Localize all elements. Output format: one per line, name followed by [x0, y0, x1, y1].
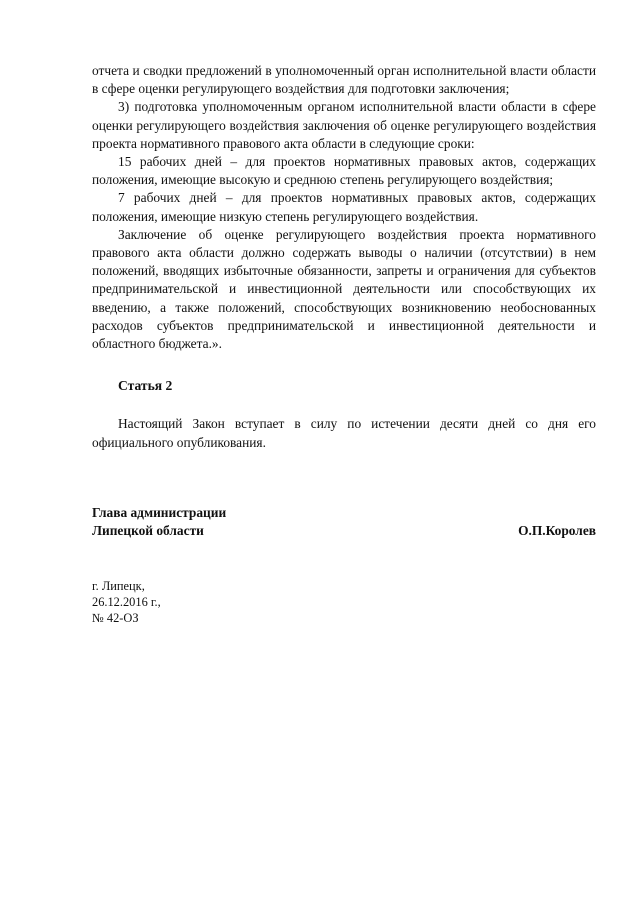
signatory-position: [92, 504, 226, 540]
paragraph-item-3: 3) подготовка уполномоченным органом исполнительной власти области в сфере оценки регулирующего воздействия заключения об оценке регулирующего воздействия проекта нормативного правового акта области в следующие сроки:: [92, 99, 596, 151]
footer-date: 26.12.2016 г.,: [92, 594, 161, 609]
paragraph-deadline-15-days: 15 рабочих дней – для проектов нормативных правовых актов, содержащих положения, имеющие высокую и среднюю степень регулирующего воздействия;: [92, 154, 596, 188]
article-2-heading: Статья 2: [118, 378, 173, 394]
paragraph-deadline-7-days: 7 рабочих дней – для проектов нормативных правовых актов, содержащих положения, имеющие низкую степень регулирующего воздействия.: [92, 190, 596, 224]
signatory-position-line1: Глава администрации: [92, 504, 227, 520]
document-footer: [92, 578, 596, 626]
signatory-position-line2: Липецкой области: [92, 522, 204, 538]
signature-block: [92, 504, 596, 544]
paragraph-conclusion: Заключение об оценке регулирующего воздействия проекта нормативного правового акта области должно содержать выводы о наличии (отсутствии) в нем положений, вводящих избыточные обязанности, запреты и ограничения для субъектов предпринимательской и инвестиционной деятельности или способствующих их введению, а также положений, способствующих возникновению необоснованных расходов субъектов предпринимательской и инвестиционной деятельности и областного бюджета.».: [92, 226, 596, 352]
article-2-text: Настоящий Закон вступает в силу по истечении десяти дней со дня его официального опубликования.: [92, 416, 596, 450]
footer-law-number: № 42-ОЗ: [92, 610, 139, 625]
paragraph-continuation: отчета и сводки предложений в уполномоченный орган исполнительной власти области в сфере оценки регулирующего воздействия для подготовки заключения;: [92, 63, 596, 97]
footer-city: г. Липецк,: [92, 578, 145, 593]
signatory-name: О.П.Королев: [518, 522, 596, 538]
document-page: [92, 62, 596, 626]
